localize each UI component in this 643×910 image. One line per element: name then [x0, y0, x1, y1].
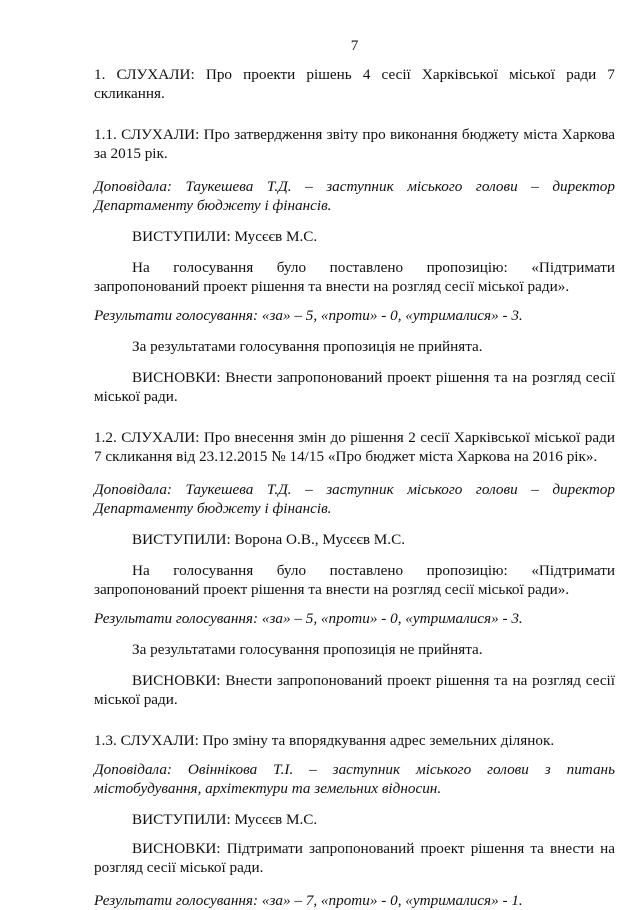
item-1-1-outcome: За результатами голосування пропозиція не прийнята.: [132, 338, 483, 355]
item-1-1-heard: 1.1. СЛУХАЛИ: Про затвердження звіту про виконання бюджету міста Харкова за 2015 рік.: [94, 126, 615, 162]
item-1-1-vote-put: На голосування було поставлено пропозицію: «Підтримати запропонований проект рішення та внести на розгляд сесії міської ради».: [94, 259, 615, 295]
item-1-3-conclusion: ВИСНОВКИ: Підтримати запропонований проект рішення та внести на розгляд сесії міської ради.: [94, 840, 615, 876]
item-1-1-spoke: ВИСТУПИЛИ: Мусєєв М.С.: [132, 228, 318, 245]
item-1-2-conclusion: ВИСНОВКИ: Внести запропонований проект рішення та на розгляд сесії міської ради.: [94, 672, 615, 708]
item-1-2-vote-put: На голосування було поставлено пропозицію: «Підтримати запропонований проект рішення та внести на розгляд сесії міської ради».: [94, 562, 615, 598]
agenda-item-1: 1. СЛУХАЛИ: Про проекти рішень 4 сесії Харківської міської ради 7 скликання.: [94, 66, 615, 102]
item-1-3-vote-results: Результати голосування: «за» – 7, «проти» - 0, «утрималися» - 1.: [94, 892, 523, 909]
item-1-2-outcome: За результатами голосування пропозиція не прийнята.: [132, 641, 483, 658]
page-number: 7: [350, 37, 359, 54]
item-1-2-speaker: Доповідала: Таукешева Т.Д. – заступник міського голови – директор Департаменту бюджету і фінансів.: [94, 481, 615, 517]
item-1-2-heard: 1.2. СЛУХАЛИ: Про внесення змін до рішення 2 сесії Харківської міської ради 7 скликання від 23.12.2015 № 14/15 «Про бюджет міста Харкова на 2016 рік».: [94, 429, 615, 465]
item-1-3-speaker: Доповідала: Овіннікова Т.І. – заступник міського голови з питань містобудування, архітектури та земельних відносин.: [94, 761, 615, 797]
item-1-1-vote-results: Результати голосування: «за» – 5, «проти» - 0, «утрималися» - 3.: [94, 307, 523, 324]
item-1-1-conclusion: ВИСНОВКИ: Внести запропонований проект рішення та на розгляд сесії міської ради.: [94, 369, 615, 405]
item-1-2-spoke: ВИСТУПИЛИ: Ворона О.В., Мусєєв М.С.: [132, 531, 406, 548]
item-1-3-spoke: ВИСТУПИЛИ: Мусєєв М.С.: [132, 811, 318, 828]
item-1-2-vote-results: Результати голосування: «за» – 5, «проти» - 0, «утрималися» - 3.: [94, 610, 523, 627]
item-1-1-speaker: Доповідала: Таукешева Т.Д. – заступник міського голови – директор Департаменту бюджету і фінансів.: [94, 178, 615, 214]
item-1-3-heard: 1.3. СЛУХАЛИ: Про зміну та впорядкування адрес земельних ділянок.: [94, 732, 555, 749]
